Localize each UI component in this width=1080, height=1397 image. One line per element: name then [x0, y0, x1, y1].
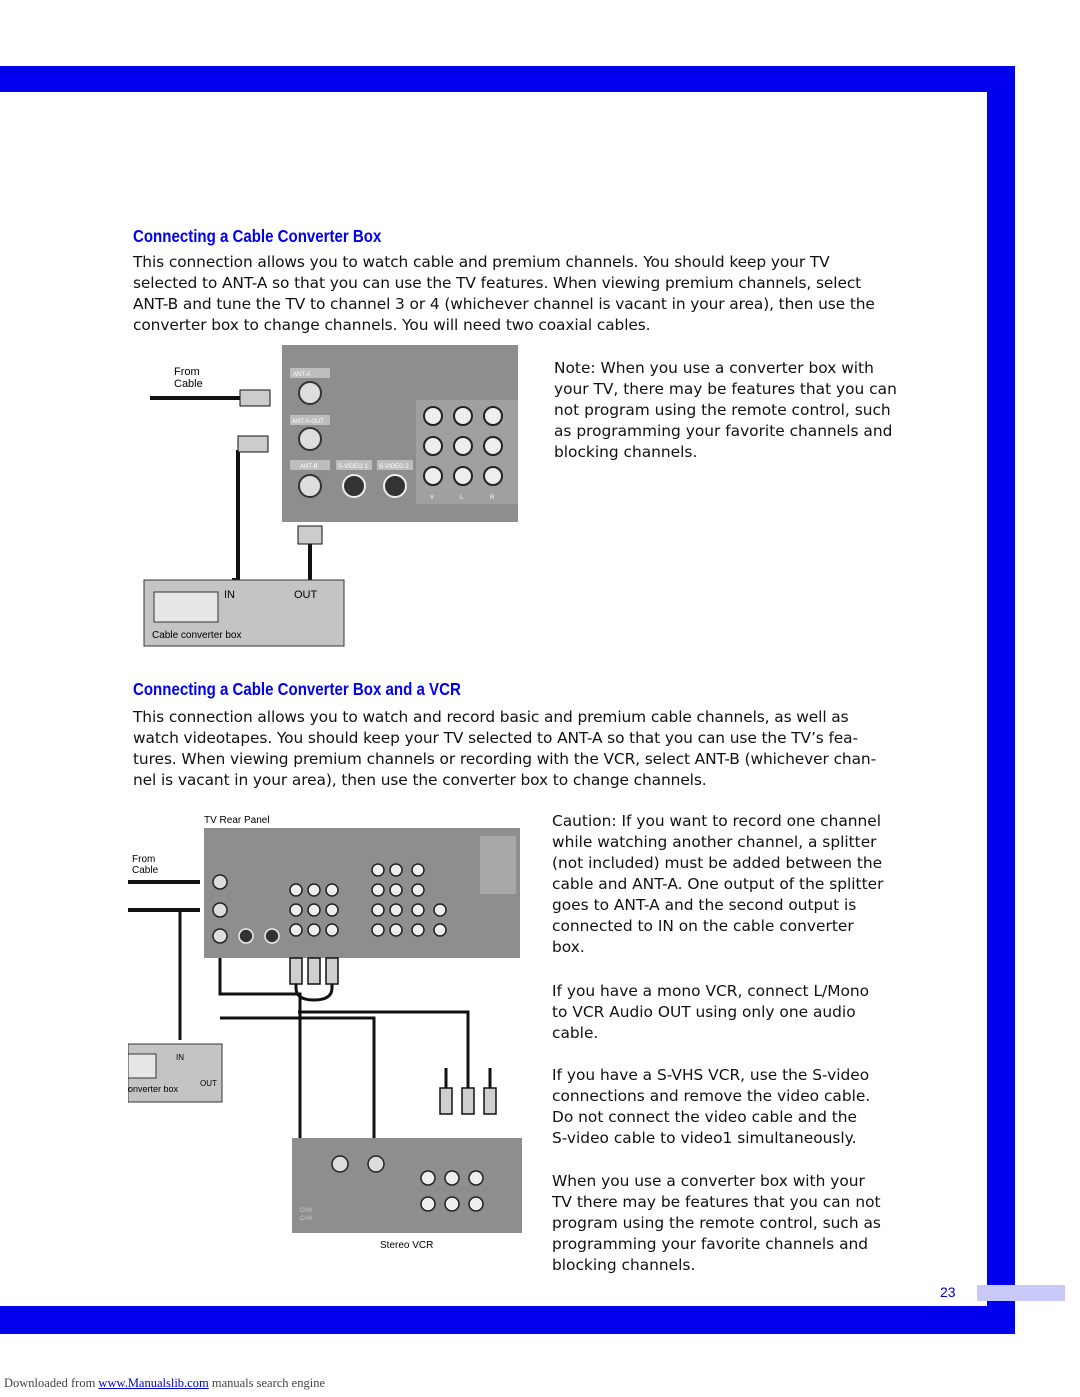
note-line: If you have a mono VCR, connect L/Mono [552, 982, 870, 1000]
note-line: to VCR Audio OUT using only one audio [552, 1003, 856, 1021]
s-video-2-label: S-VIDEO 2 [379, 464, 409, 470]
note-line: as programming your favorite channels and [554, 422, 893, 440]
incoming-cables [128, 882, 200, 910]
rca-jack-grid [424, 407, 502, 485]
note-line: S-video cable to video1 simultaneously. [552, 1129, 857, 1147]
note-line: cable. [552, 1024, 599, 1042]
note-line: while watching another channel, a splitter [552, 833, 877, 851]
bottom-blue-bar [0, 1306, 1015, 1334]
antenna-jacks [213, 875, 227, 943]
body-line: This connection allows you to watch cable and premium channels. You should keep your TV [133, 253, 830, 271]
ant-a-out-jack [299, 428, 321, 450]
note-line: program using the remote control, such as [552, 1214, 881, 1232]
note-line: TV there may be features that you can not [552, 1193, 881, 1211]
ant-b-jack [299, 475, 321, 497]
note-line: blocking channels. [552, 1256, 696, 1274]
diagram-cable-converter [140, 340, 530, 650]
note-line: connected to IN on the cable converter [552, 917, 854, 935]
body-line: This connection allows you to watch and record basic and premium cable channels, as well as [133, 708, 849, 726]
diagram-converter-vcr [128, 808, 528, 1258]
footer [4, 1376, 325, 1391]
note-line: When you use a converter box with your [552, 1172, 865, 1190]
note-line: Note: When you use a converter box with [554, 359, 874, 377]
note-line: goes to ANT-A and the second output is [552, 896, 857, 914]
section2-mono-note [552, 981, 869, 1044]
body-line: converter box to change channels. You will need two coaxial cables. [133, 316, 651, 334]
page-tab [977, 1285, 1065, 1301]
jack-v-label: V [430, 495, 435, 501]
body-line: selected to ANT-A so that you can use the TV features. When viewing premium channels, select [133, 274, 862, 292]
coax-connector [240, 390, 270, 406]
top-blue-bar [0, 66, 1015, 92]
section2-converter-note [552, 1171, 881, 1276]
ant-b-label: ANT-B [300, 464, 318, 470]
from-cable-label: Cable [132, 865, 159, 876]
s-video-1-jack [343, 475, 365, 497]
coax-cable-to-box [232, 450, 238, 580]
manualslib-link[interactable]: www.Manualslib.com [98, 1376, 209, 1390]
box-in-label: IN [176, 1053, 184, 1062]
note-line: blocking channels. [554, 443, 698, 461]
section-title-converter-box: Connecting a Cable Converter Box [133, 226, 382, 246]
note-line: If you have a S-VHS VCR, use the S-video [552, 1066, 870, 1084]
note-line: (not included) must be added between the [552, 854, 883, 872]
vcr-label: Stereo VCR [380, 1240, 434, 1251]
section2-body [133, 707, 876, 791]
s-video-1-label: S-VIDEO 1 [338, 464, 368, 470]
section2-svhs-note [552, 1065, 870, 1149]
section1-note [554, 358, 897, 463]
rca-plugs [290, 958, 496, 1114]
ant-a-jack [299, 382, 321, 404]
box-in-label: IN [224, 589, 235, 601]
footer-suffix: manuals search engine [208, 1376, 325, 1390]
note-line: Do not connect the video cable and the [552, 1108, 857, 1126]
note-line: not program using the remote control, such [554, 401, 891, 419]
page-number: 23 [940, 1284, 956, 1300]
box-label: Cable converter box [152, 630, 242, 641]
body-line: nel is vacant in your area), then use the converter box to change channels. [133, 771, 707, 789]
vcr-ch4-label: CH4 [300, 1216, 313, 1222]
box-out-label: OUT [294, 589, 318, 601]
note-line: cable and ANT-A. One output of the splitter [552, 875, 884, 893]
note-line: your TV, there may be features that you can [554, 380, 897, 398]
av-cable-to-vcr [298, 1012, 490, 1088]
tv-rear-panel-label: TV Rear Panel [204, 815, 270, 826]
body-line: tures. When viewing premium channels or recording with the VCR, select ANT-B (whichever chan- [133, 750, 877, 768]
from-cable-label: Cable [174, 378, 203, 390]
footer-prefix: Downloaded from [4, 1376, 99, 1390]
right-blue-bar [987, 66, 1015, 1334]
vcr-ch3-label: CH3 [300, 1208, 313, 1214]
coax-connector [298, 526, 322, 544]
body-line: ANT-B and tune the TV to channel 3 or 4 (whichever channel is vacant in your area), then use the [133, 295, 875, 313]
from-cable-label: From [174, 366, 200, 378]
coax-connector [238, 436, 268, 452]
note-line: connections and remove the video cable. [552, 1087, 871, 1105]
box-out-label: OUT [200, 1079, 217, 1088]
jack-r-label: R [490, 495, 495, 501]
section1-body [133, 252, 875, 336]
ant-a-label: ANT-A [293, 372, 311, 378]
note-line: programming your favorite channels and [552, 1235, 869, 1253]
s-video-2-jack [384, 475, 406, 497]
note-line: Caution: If you want to record one channel [552, 812, 882, 830]
stereo-vcr [292, 1138, 522, 1233]
jack-l-label: L [460, 495, 464, 501]
note-line: box. [552, 938, 585, 956]
section-title-converter-box-vcr: Connecting a Cable Converter Box and a VCR [133, 679, 461, 699]
box-label: onverter box [128, 1084, 179, 1094]
from-cable-label: From [132, 854, 156, 865]
body-line: watch videotapes. You should keep your TV selected to ANT-A so that you can use the TV’s fea- [133, 729, 858, 747]
ant-a-out-label: ANT A-OUT [292, 419, 324, 425]
section2-caution [552, 811, 883, 958]
coax-cable-vcr-out [220, 1018, 374, 1148]
